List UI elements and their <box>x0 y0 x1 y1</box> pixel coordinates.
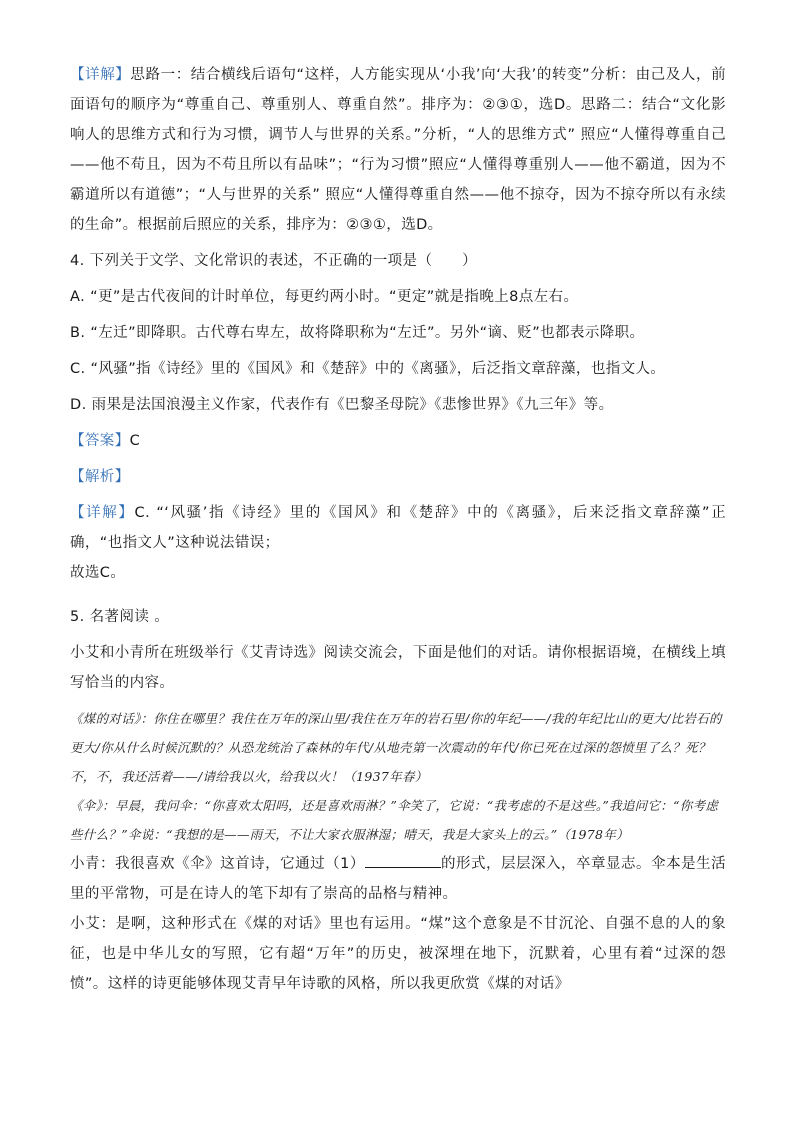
detail-tag: 【详解】 <box>70 67 131 83</box>
q4-detail <box>70 498 726 558</box>
q5-intro: 小艾和小青所在班级举行《艾青诗选》阅读交流会，下面是他们的对话。请你根据语境，在横线上填写恰当的内容。 <box>70 645 726 691</box>
q5-stem: 5. 名著阅读 。 <box>70 609 170 625</box>
analysis-tag: 【解析】 <box>70 469 130 485</box>
xiaoqing-dialogue <box>70 849 726 909</box>
xiaoqing-text-before: 小青：我很喜欢《伞》这首诗，它通过（1） <box>70 856 365 872</box>
q4-option-b: B. “左迁”即降职。古代尊右卑左，故将降职称为“左迁”。另外“谪、贬”也都表示降职。 <box>70 325 645 341</box>
xiaoai-dialogue: 小艾：是啊，这种形式在《煤的对话》里也有运用。“煤”这个意象是不甘沉沦、自强不息的人的象征，也是中华儿女的写照，它有超“万年”的历史，被深埋在地下，沉默着，心里有着“过深的怨愤”。这样的诗更能够体现艾青早年诗歌的风格，所以我更欣赏《煤的对话》 <box>70 916 726 992</box>
detail-tag-2: 【详解】 <box>70 505 135 521</box>
q4-option-d: D. 雨果是法国浪漫主义作家，代表作有《巴黎圣母院》《悲惨世界》《九三年》等。 <box>70 397 614 413</box>
q4-answer-value: C <box>129 433 141 449</box>
document-body <box>70 60 726 999</box>
q4-stem: 4. 下列关于文学、文化常识的表述，不正确的一项是（ ） <box>70 253 478 269</box>
q3-detail-text: 思路一：结合横线后语句“这样，人方能实现从‘小我’向‘大我’的转变”分析：由己及人，前面语句的顺序为“尊重自己、尊重别人、尊重自然”。排序为：②③①，选D。思路二：结合“文化影响人的思维方式和行为习惯，调节人与世界的关系。”分析，“人的思维方式” 照应“人懂得尊重自己——他不苟且，因为不苟且所以有品味”；“行为习惯”照应“人懂得尊重别人——他不霸道，因为不霸道所以有道德”；“人与世界的关系” 照应“人懂得尊重自然——他不掠夺，因为不掠夺所以有永续的生命”。根据前后照应的关系，排序为：②③①，选D。 <box>70 67 726 233</box>
q4-conclusion: 故选C。 <box>70 565 126 581</box>
answer-tag: 【答案】 <box>70 433 130 449</box>
answer-blank-1[interactable] <box>365 851 441 868</box>
q4-option-a: A. “更”是古代夜间的计时单位，每更约两小时。“更定”就是指晚上8点左右。 <box>70 289 579 305</box>
q4-option-c: C. “风骚”指《诗经》里的《国风》和《楚辞》中的《离骚》，后泛指文章辞藻，也指文人。 <box>70 361 666 377</box>
xiaoqing-text-after: 的形式，层层深入，卒章显志。伞本是生活里的平常物，可是在诗人的笔下却有了崇高的品格与精神。 <box>70 856 726 902</box>
q4-answer <box>70 426 726 456</box>
poem-umbrella: 《伞》：早晨，我问伞：“你喜欢太阳吗，还是喜欢雨淋？”伞笑了，它说：“我考虑的不是这些。”我追问它：“你考虑些什么？”伞说：“我想的是——雨天，不让大家衣服淋湿；晴天，我是大家头上的云。”（1978年） <box>70 798 719 842</box>
poem-coal-dialogue: 《煤的对话》：你住在哪里？我住在万年的深山里/我住在万年的岩石里/你的年纪——/我的年纪比山的更大/比岩石的更大/你从什么时候沉默的？从恐龙统治了森林的年代/从地壳第一次震动的年代/你已死在过深的怨愤里了么？死？不，不，我还活着——/请给我以火，给我以火！（1937年春） <box>70 711 722 784</box>
q4-detail-text: C. “‘风骚’指《诗经》里的《国风》和《楚辞》中的《离骚》，后来泛指文章辞藻”正确，“也指文人”这种说法错误； <box>70 505 726 551</box>
q3-detail-paragraph <box>70 60 726 240</box>
